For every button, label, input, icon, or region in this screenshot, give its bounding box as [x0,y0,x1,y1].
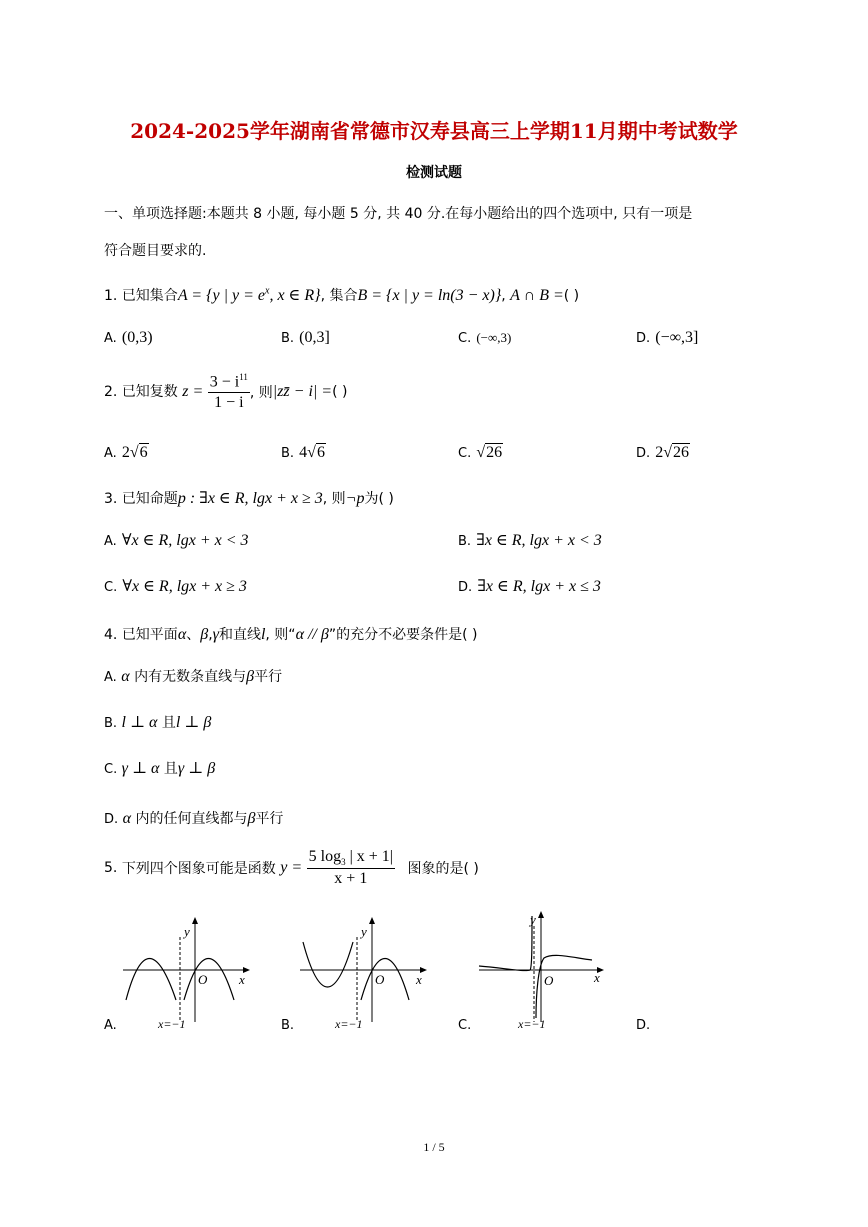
question-5-option-b: B. [281,1018,295,1033]
question-3-option-d: D. ∃x ∈ R, lgx + x ≤ 3 [458,578,601,595]
question-2-option-c: C. √26 [458,444,503,461]
negation-p: ¬p [345,490,365,507]
plane-alpha: α [177,626,187,643]
plane-gamma: γ [212,626,219,643]
stem-text: 为( ) [364,491,394,507]
stem-text: , [501,288,511,304]
curve-right [184,959,234,1001]
question-5-stem [104,848,479,888]
curve-right [361,959,409,1001]
question-4-option-d: D. α 内的任何直线都与β平行 [104,810,284,827]
y-label: y [361,924,367,939]
asymptote-label: x=−1 [158,1017,186,1031]
question-2-option-b: B. 4√6 [281,444,325,461]
question-number: 1. [104,288,118,304]
y-label: y [530,912,536,927]
curve-left [126,959,176,1001]
question-5-option-d: D. [636,1018,651,1033]
stem-text: 图象的是( ) [407,861,479,878]
question-1-option-c: C. (−∞,3) [458,330,512,346]
graph-c [474,906,614,1032]
question-3-option-c: C. ∀x ∈ R, lgx + x ≥ 3 [104,578,247,595]
question-2-option-a: A. 2√6 [104,444,148,461]
variable-z: z = [182,383,204,401]
stem-text: , 集合 [320,288,358,304]
question-2-option-d: D. 2√26 [636,444,690,461]
stem-text: ”的充分不必要条件是( ) [328,627,478,643]
y-axis-arrow [192,917,198,924]
stem-text: , 则“ [265,627,296,643]
page-title: 2024-2025学年湖南省常德市汉寿县高三上学期11月期中考试数学 [130,119,738,143]
question-2-stem [104,372,347,412]
parallel-condition: α // β [295,626,329,643]
section-instruction-line2: 符合题目要求的. [104,243,207,259]
stem-text: 下列四个图象可能是函数 [121,861,276,878]
question-4-stem: 4. 已知平面α、β,γ和直线l, 则“α // β”的充分不必要条件是( ) [104,626,478,643]
question-number: 4. [104,627,118,643]
curve-left [303,942,353,987]
x-label: x [239,972,245,987]
question-number: 2. [104,384,118,401]
y-axis-arrow [538,911,544,918]
question-4-option-a: A. α 内有无数条直线与β平行 [104,668,283,685]
question-number: 5. [104,860,118,877]
stem-text: 已知集合 [121,288,178,304]
proposition-p: p : ∃x ∈ R, lgx + x ≥ 3 [177,490,323,507]
question-5-option-c: C. [458,1018,472,1033]
question-1-stem [104,285,579,305]
set-a: A = {y | $y = e^x$, x ∈ R} [177,285,321,304]
question-4-option-c: C. γ ⊥ α 且γ ⊥ β [104,760,216,777]
question-3-option-a: A. ∀x ∈ R, lgx + x < 3 [104,532,249,549]
origin-label: O [544,973,554,988]
x-label: x [594,970,600,985]
page-number: 1 / 5 [423,1140,445,1154]
fraction: $\frac{5 \log_3 | x + 1|}{x + 1}$ [308,848,394,888]
question-1-option-a: A. (0,3) [104,329,153,346]
asymptote-label: x=−1 [335,1017,363,1031]
section-instruction-line1: 一、单项选择题:本题共 8 小题, 每小题 5 分, 共 40 分.在每小题给出的四个选项中, 只有一项是 [104,206,693,222]
y-label: y [184,924,190,939]
question-5-option-a: A. [104,1018,117,1033]
asymptote-label: x=−1 [518,1017,546,1031]
stem-text: , 则 [322,491,346,507]
set-intersection: A ∩ B = [510,287,564,304]
origin-label: O [375,972,385,987]
graph-b [295,912,435,1032]
graph-a [118,912,258,1032]
set-b: B = {x | y = ln(3 − x)} [357,287,502,304]
y-axis-arrow [369,917,375,924]
page-subtitle: 检测试题 [406,165,462,181]
origin-label: O [198,972,208,987]
question-3-option-b: B. ∃x ∈ R, lgx + x < 3 [458,532,602,549]
x-label: x [416,972,422,987]
stem-text: , 则 [249,385,273,402]
question-1-option-d: D. (−∞,3] [636,329,699,346]
question-4-option-b: B. l ⊥ α 且l ⊥ β [104,714,212,731]
modulus-expression: |zz̄ − i| = [272,383,333,401]
stem-text: 已知平面 [121,627,178,643]
line-l: l [260,626,266,643]
stem-text: 已知命题 [121,491,178,507]
answer-blank: ( ) [563,288,580,304]
question-number: 3. [104,491,118,507]
plane-beta: β [200,626,209,643]
variable-y: y = [280,859,303,877]
fraction: $\frac{3 - i^{11}}{1 - i}$ [209,372,248,412]
curve-left [479,916,532,971]
answer-blank: ( ) [332,384,348,401]
stem-text: 已知复数 [121,384,178,401]
question-1-option-b: B. (0,3] [281,329,330,346]
question-3-stem [104,488,394,508]
stem-text: 和直线 [218,627,261,643]
